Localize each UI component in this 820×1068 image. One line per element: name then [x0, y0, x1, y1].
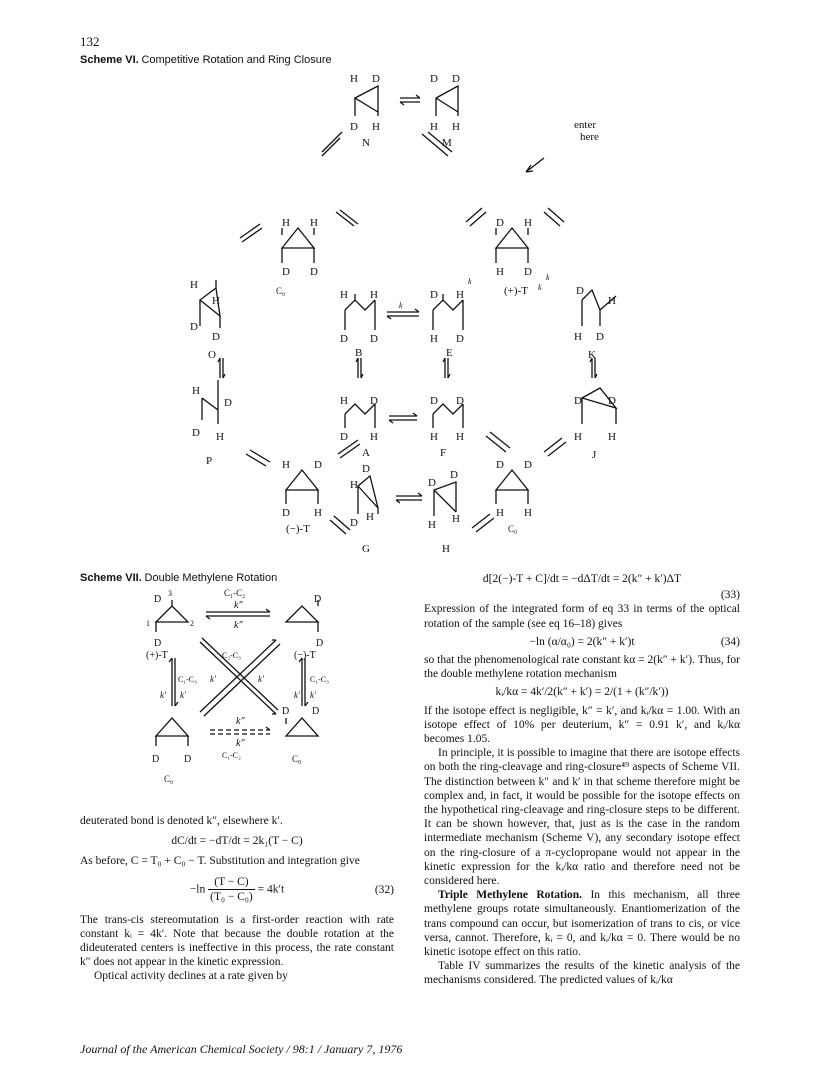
- svg-text:H: H: [340, 289, 348, 301]
- svg-text:D: D: [450, 469, 458, 481]
- svg-text:D: D: [224, 397, 232, 409]
- svg-text:H: H: [496, 266, 504, 278]
- svg-text:H: H: [282, 459, 290, 471]
- svg-text:D: D: [310, 266, 318, 278]
- svg-text:H: H: [314, 507, 322, 519]
- svg-text:H: H: [372, 121, 380, 133]
- label-m: M: [442, 137, 452, 149]
- scheme-7-title-text: Double Methylene Rotation: [144, 572, 278, 584]
- svg-text:D: D: [456, 333, 464, 345]
- svg-text:D: D: [154, 594, 162, 605]
- s7-label-minus-t: (−)-T: [294, 650, 316, 661]
- equation-35: kᵢ/kα = 4k′/2(k″ + k′) = 2/(1 + (k″/k′)): [495, 686, 669, 699]
- svg-text:D: D: [524, 266, 532, 278]
- equation-34: [424, 635, 740, 649]
- svg-text:D: D: [372, 73, 380, 85]
- svg-text:D: D: [152, 754, 160, 765]
- eq33-number: (33): [720, 589, 740, 602]
- s7-label-c1c2-bottom: C₁-C₂: [222, 751, 241, 760]
- triple-rotation-heading: Triple Methylene Rotation.: [438, 889, 583, 902]
- right-paragraph-1: Expression of the integrated form of eq 33 in terms of the optical rotation of the sample (see eq 16–18) gives: [424, 603, 740, 630]
- label-n: N: [362, 137, 370, 149]
- eq34-number: (34): [720, 635, 740, 648]
- svg-text:D: D: [496, 217, 504, 229]
- label-minus-t: (−)-T: [286, 523, 310, 535]
- svg-text:D: D: [608, 395, 616, 407]
- right-paragraph-6: Table IV summarizes the results of the kinetic analysis of the mechanisms considered. The predicted values of kᵢ/kα: [424, 960, 740, 987]
- svg-text:k: k: [399, 301, 403, 310]
- s7-label-c0-right: C₀: [292, 754, 302, 764]
- label-g: G: [362, 543, 370, 555]
- svg-text:H: H: [350, 73, 358, 85]
- left-column: [80, 814, 394, 984]
- s7-label-c2c3: C₂-C₃: [222, 651, 241, 660]
- svg-text:H: H: [366, 511, 374, 523]
- svg-text:H: H: [212, 295, 220, 307]
- right-paragraph-5: [424, 888, 740, 959]
- svg-text:D: D: [340, 333, 348, 345]
- svg-text:2: 2: [190, 619, 194, 628]
- label-j: J: [592, 449, 597, 461]
- right-paragraph-2: so that the phenomenological rate constant kα = 2(k″ + k′). Thus, for the double methylene rotation mechanism: [424, 654, 740, 681]
- scheme-6-title: [80, 54, 332, 66]
- svg-text:H: H: [430, 333, 438, 345]
- eq32-fraction: [208, 875, 255, 904]
- svg-text:H: H: [370, 289, 378, 301]
- s7-label-kp-5: k′: [210, 674, 216, 684]
- svg-text:H: H: [340, 395, 348, 407]
- svg-text:D: D: [596, 331, 604, 343]
- equation-32: [80, 875, 394, 907]
- svg-text:H: H: [190, 279, 198, 291]
- right-paragraph-3: If the isotope effect is negligible, k″ = k′, and kᵢ/kα = 1.00. With an isotope effect of 10% per deuterium, k″ = 0.91 k′, and kᵢ/kα becomes 1.05.: [424, 704, 740, 746]
- svg-text:D: D: [212, 331, 220, 343]
- svg-text:H: H: [430, 431, 438, 443]
- scheme-7-diagram: [146, 586, 366, 814]
- label-plus-t: (+)-T: [504, 285, 528, 297]
- svg-text:3: 3: [168, 589, 172, 598]
- s7-label-kp-4: k′: [310, 690, 316, 700]
- label-c0-bottom: C₀: [508, 524, 518, 534]
- s7-label-plus-t: (+)-T: [146, 650, 168, 661]
- equation-dc-dt: dC/dt = −dT/dt = 2k₁(T − C): [171, 835, 303, 848]
- left-text-1: deuterated bond is denoted k″, elsewhere k′.: [80, 815, 283, 827]
- label-k: K: [588, 349, 596, 361]
- s7-label-c1c3-left: C₁-C₃: [178, 675, 197, 684]
- s7-label-kp-6: k′: [258, 674, 264, 684]
- label-enter: enter: [574, 119, 596, 131]
- svg-text:D: D: [282, 507, 290, 519]
- label-o: O: [208, 349, 216, 361]
- scheme-7-title-bold: Scheme VII.: [80, 572, 142, 584]
- label-a: A: [362, 447, 370, 459]
- svg-text:H: H: [310, 217, 318, 229]
- svg-text:k: k: [538, 283, 542, 292]
- svg-text:D: D: [576, 285, 584, 297]
- svg-text:D: D: [350, 121, 358, 133]
- eq32-numerator: (T − C): [208, 875, 255, 890]
- svg-text:D: D: [190, 321, 198, 333]
- svg-text:H: H: [428, 519, 436, 531]
- label-b: B: [355, 347, 363, 359]
- page-number: 132: [80, 34, 100, 49]
- svg-text:H: H: [216, 431, 224, 443]
- label-here: here: [580, 131, 599, 143]
- svg-text:D: D: [282, 266, 290, 278]
- svg-text:H: H: [574, 331, 582, 343]
- scheme-6-title-bold: Scheme VI.: [80, 54, 139, 66]
- svg-text:D: D: [312, 706, 320, 717]
- svg-text:D: D: [456, 395, 464, 407]
- svg-text:D: D: [184, 754, 192, 765]
- svg-text:D: D: [452, 73, 460, 85]
- eq32-number: (32): [374, 883, 394, 896]
- svg-text:H: H: [452, 121, 460, 133]
- svg-text:H: H: [524, 507, 532, 519]
- svg-text:D: D: [282, 706, 290, 717]
- scheme-6-title-text: Competitive Rotation and Ring Closure: [141, 54, 332, 66]
- label-p: P: [206, 455, 213, 467]
- eq32-denominator: (T₀ − C₀): [210, 890, 253, 903]
- svg-text:D: D: [370, 395, 378, 407]
- label-f: F: [440, 447, 447, 459]
- svg-text:H: H: [574, 431, 582, 443]
- s7-label-c0-left: C₀: [164, 774, 174, 784]
- svg-text:D: D: [574, 395, 582, 407]
- svg-text:D: D: [370, 333, 378, 345]
- s7-label-kp-1: k′: [160, 690, 166, 700]
- svg-text:H: H: [608, 295, 616, 307]
- s7-label-kpp-1: k″: [234, 600, 243, 611]
- svg-text:H: H: [456, 431, 464, 443]
- svg-text:D: D: [350, 517, 358, 529]
- svg-text:H: H: [350, 479, 358, 491]
- svg-text:H: H: [370, 431, 378, 443]
- s7-label-kp-3: k′: [294, 690, 300, 700]
- s7-label-kp-2: k′: [180, 690, 186, 700]
- svg-text:D: D: [314, 594, 322, 605]
- svg-text:D: D: [314, 459, 322, 471]
- svg-text:H: H: [524, 217, 532, 229]
- eq32-rhs: = 4k′t: [257, 882, 285, 895]
- svg-text:H: H: [496, 507, 504, 519]
- s7-label-c1c2-top: C₁-C₂: [224, 588, 246, 598]
- svg-text:D: D: [524, 459, 532, 471]
- svg-text:D: D: [192, 427, 200, 439]
- svg-text:H: H: [452, 513, 460, 525]
- journal-footer: Journal of the American Chemical Society / 98:1 / January 7, 1976: [80, 1042, 403, 1056]
- label-c0-top: C₀: [276, 286, 286, 296]
- eq32-lhs: −ln: [189, 882, 206, 895]
- right-column: [424, 572, 740, 988]
- svg-text:H: H: [282, 217, 290, 229]
- svg-text:1: 1: [146, 619, 150, 628]
- left-paragraph-2: Optical activity declines at a rate given by: [94, 970, 288, 983]
- left-text-2: As before, C = T₀ + C₀ − T. Substitution and integration give: [80, 855, 360, 868]
- svg-text:k: k: [546, 273, 550, 282]
- svg-text:D: D: [428, 477, 436, 489]
- svg-text:H: H: [430, 121, 438, 133]
- left-paragraph-1: The trans-cis stereomutation is a first-order reaction with rate constant kᵢ = 4k′. Note that because the double rotation at the dideuterated centers is ineffective in this process, the rate constant k″ does not appear in the kinetic expression.: [80, 913, 394, 969]
- svg-text:D: D: [362, 463, 370, 475]
- s7-label-c1c3-right: C₁-C₃: [310, 675, 329, 684]
- svg-text:D: D: [154, 638, 162, 649]
- label-e: E: [446, 347, 453, 359]
- s7-label-kpp-2: k″: [234, 620, 243, 631]
- eq34-body: −ln (α/α₀) = 2(k″ + k′)t: [529, 635, 635, 648]
- equation-33: d[2(−)-T + C]/dt = −dΔT/dt = 2(k″ + k′)ΔT: [482, 573, 682, 585]
- svg-text:H: H: [608, 431, 616, 443]
- svg-text:D: D: [430, 73, 438, 85]
- s7-label-kpp-4: k″: [236, 738, 245, 749]
- svg-text:D: D: [496, 459, 504, 471]
- svg-text:H: H: [192, 385, 200, 397]
- svg-text:k: k: [468, 277, 472, 286]
- s7-label-kpp-3: k″: [236, 716, 245, 727]
- svg-text:D: D: [316, 638, 324, 649]
- triple-rotation-text: In this mechanism, all three methylene groups rotate simultaneously. Enantiomerization of the trans compound can occur, but isomerization of trans to cis, or vice versa, cannot. Therefore, kᵢ = 0, and kᵢ/kα = 0. There would be no kinetic isotope effect on this ratio.: [424, 889, 740, 959]
- svg-text:D: D: [430, 395, 438, 407]
- scheme-7-title: [80, 572, 277, 584]
- label-h: H: [442, 543, 450, 555]
- scheme-6-diagram: [190, 68, 660, 562]
- right-paragraph-4: In principle, it is possible to imagine that there are isotope effects on both the ring-cleavage and ring-closure⁴⁹ aspects of Scheme VII. The distinction between k″ and k′ in that scheme therefore might be complex and, in fact, it would be possible for the isotope effects on the hypothetical ring-cleavage and ring-closure steps to be different. It can be shown however, that, just as is the case in the random intermediate mechanism (Scheme V), any secondary isotope effect on the ring-closure of a π-cyclopropane would not appear in the kinetic expression for the kᵢ/kα ratio and therefore need not be considered here.: [424, 747, 740, 888]
- svg-text:H: H: [456, 289, 464, 301]
- svg-text:D: D: [430, 289, 438, 301]
- svg-text:D: D: [340, 431, 348, 443]
